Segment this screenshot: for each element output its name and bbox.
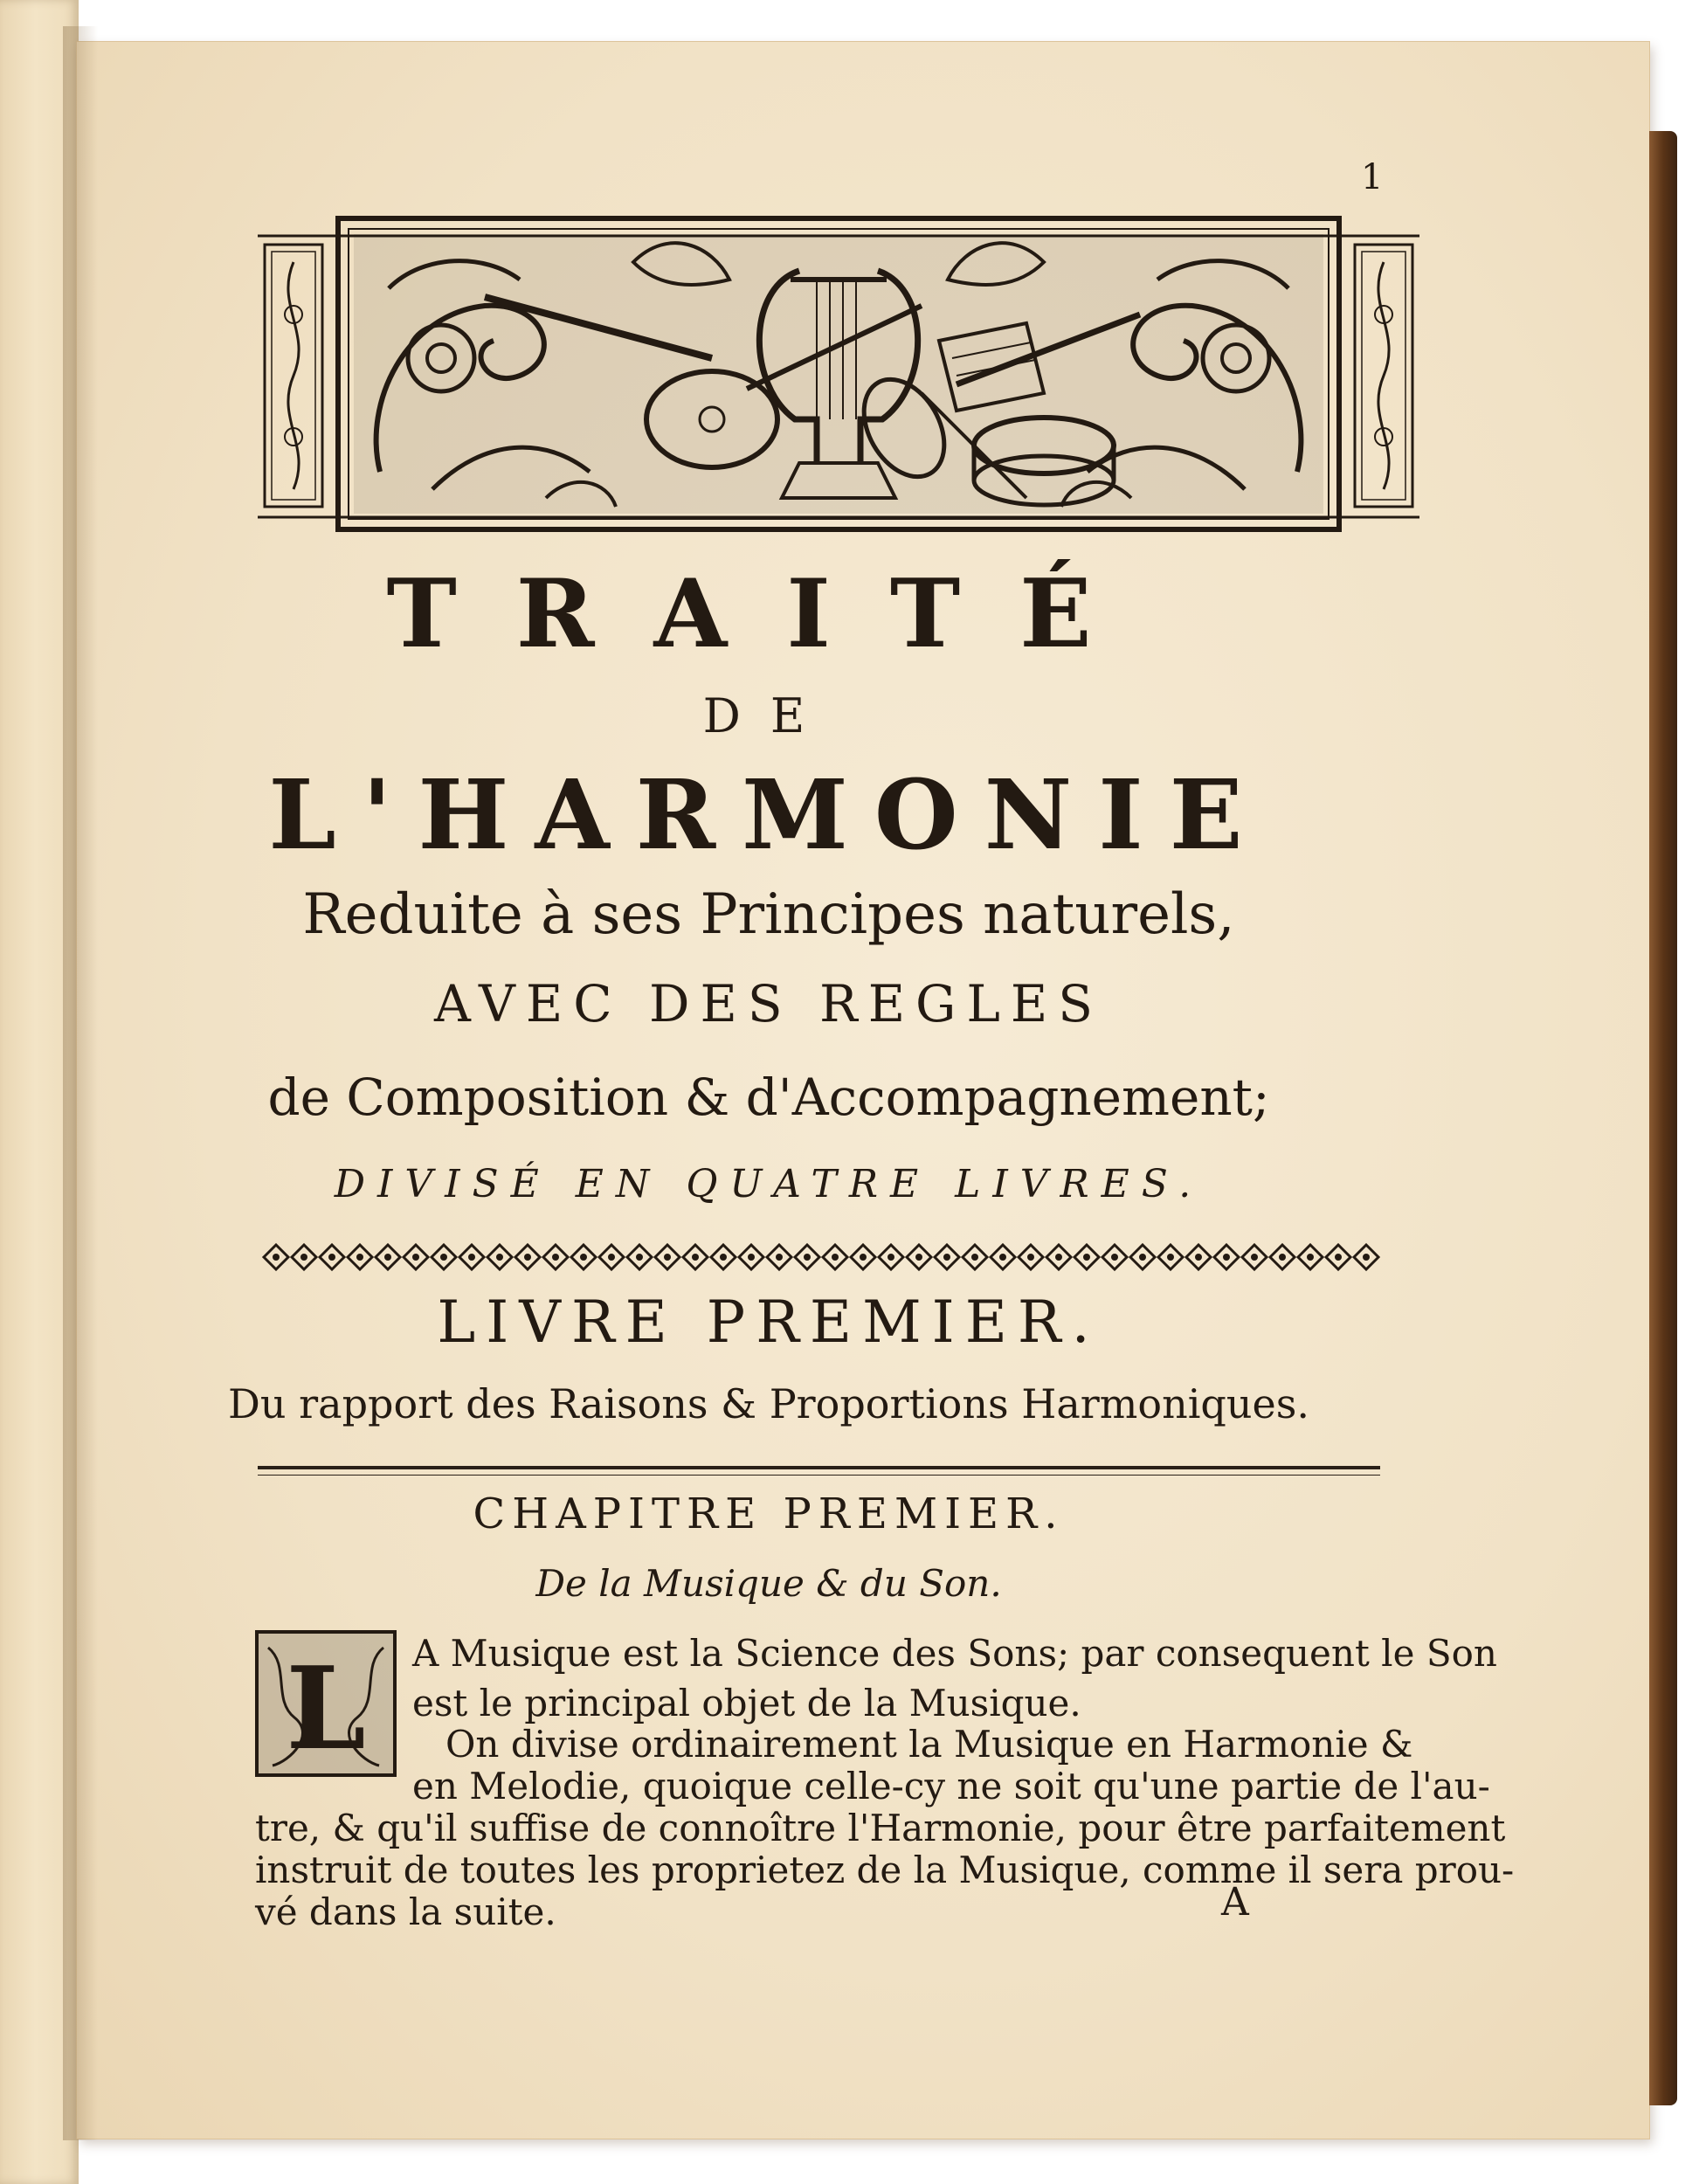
horizontal-rule (258, 1466, 1380, 1476)
title-main: TRAITÉ (386, 559, 1151, 669)
subtitle-line: DIVISÉ EN QUATRE LIVRES. (334, 1162, 1204, 1206)
body-line: On divise ordinairement la Musique en Harmonie & (445, 1723, 1413, 1766)
subtitle-line: AVEC DES REGLES (434, 974, 1103, 1033)
body-line: en Melodie, quoique celle-cy ne soit qu'une partie de l'au- (412, 1765, 1490, 1807)
fleuron-divider-icon (262, 1242, 1380, 1272)
subtitle-line: Reduite à ses Principes naturels, (302, 882, 1235, 947)
subtitle-line: de Composition & d'Accompagnement; (267, 1068, 1270, 1127)
title-subject: L'HARMONIE (268, 758, 1269, 871)
book-subtitle: Du rapport des Raisons & Proportions Harmoniques. (228, 1380, 1309, 1427)
body-line: A Musique est la Science des Sons; par consequent le Son (412, 1632, 1497, 1675)
ornamental-headpiece-icon (258, 210, 1419, 533)
page-number: 1 (1361, 157, 1384, 197)
body-line: vé dans la suite. (255, 1890, 556, 1933)
body-line: instruit de toutes les proprietez de la Musique, comme il sera prou- (255, 1849, 1515, 1891)
decorated-initial-icon (255, 1630, 397, 1777)
book-heading: LIVRE PREMIER. (437, 1289, 1101, 1356)
body-line: tre, & qu'il suffise de connoître l'Harmonie, pour être parfaitement (255, 1807, 1506, 1849)
chapter-subtitle: De la Musique & du Son. (535, 1562, 1002, 1605)
book-binding-edge (1649, 131, 1677, 2105)
page-gutter-shadow (63, 26, 98, 2140)
body-line: est le principal objet de la Musique. (412, 1682, 1081, 1724)
drop-cap-letter: L (286, 1641, 366, 1775)
signature-mark: A (1221, 1880, 1249, 1925)
chapter-heading: CHAPITRE PREMIER. (473, 1489, 1065, 1538)
title-connector: DE (702, 688, 835, 743)
